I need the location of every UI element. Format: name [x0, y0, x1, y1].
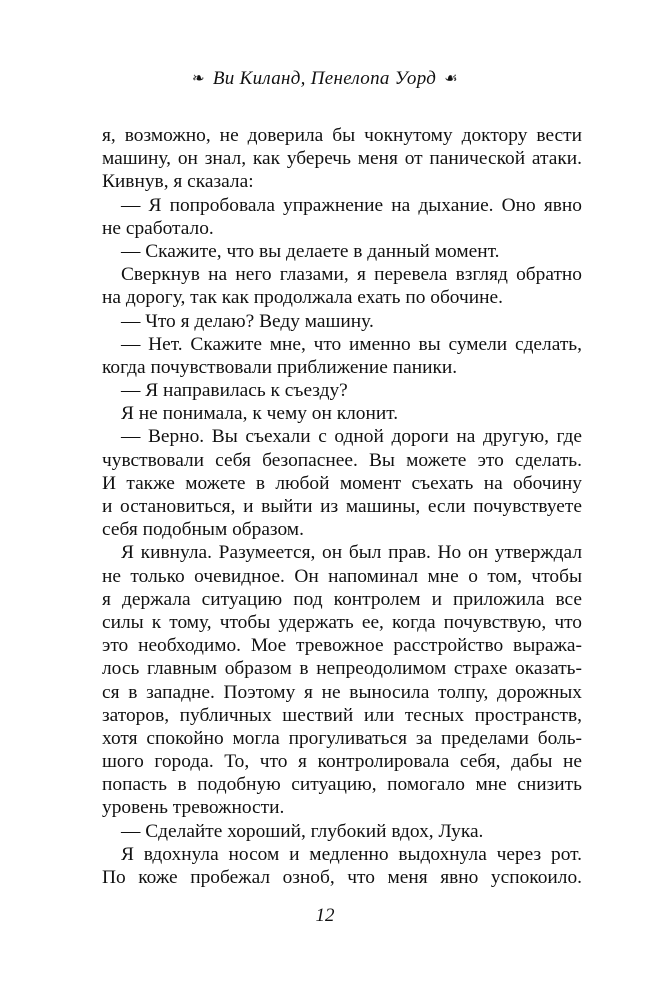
- text-line: — Сделайте хороший, глубокий вдох, Лука.: [121, 820, 484, 842]
- text-line: я, возможно, не доверила бы чокнутому доктору вести: [102, 125, 582, 146]
- text-line: По коже пробежал озноб, что меня явно успокоило.: [102, 867, 582, 888]
- text-line: попасть в подобную ситуацию, помогало мне снизить: [102, 774, 582, 796]
- text-line: машину, он знал, как уберечь меня от панической атаки.: [102, 148, 582, 170]
- text-line: — Скажите, что вы делаете в данный момент.: [121, 240, 500, 262]
- text-line: когда почувствовали приближение паники.: [102, 356, 458, 378]
- text-line: И также можете в любой момент съехать на обочину: [102, 472, 582, 494]
- text-line: и остановиться, и выйти из машины, если почувствуете: [102, 496, 582, 517]
- left-ornament-icon: ❧: [192, 71, 205, 87]
- body-text: [102, 124, 582, 889]
- text-line: — Верно. Вы съехали с одной дороги на другую, где: [121, 426, 582, 448]
- text-line: не сработало.: [102, 217, 214, 239]
- text-line: не только очевидное. Он напоминал мне о том, чтобы: [102, 565, 582, 587]
- text-line: лось главным образом в непреодолимом страхе оказать-: [102, 658, 582, 680]
- running-header: [0, 68, 650, 90]
- text-line: — Я попробовала упражнение на дыхание. Оно явно: [121, 194, 582, 216]
- text-line: Я не понимала, к чему он клонит.: [121, 403, 399, 425]
- text-line: уровень тревожности.: [102, 797, 285, 819]
- text-line: я держала ситуацию под контролем и приложила все: [102, 588, 582, 610]
- text-line: Кивнув, я сказала:: [102, 171, 254, 193]
- text-line: хотя спокойно могла прогуливаться за пределами боль-: [102, 727, 582, 749]
- text-line: — Я направилась к съезду?: [121, 380, 348, 402]
- header-title: Ви Киланд, Пенелопа Уорд: [212, 68, 437, 89]
- text-line: ся в западне. Поэтому я не выносила толпу, дорожных: [102, 681, 582, 703]
- right-ornament-icon: ☙: [444, 71, 458, 87]
- text-line: на дорогу, так как продолжала ехать по обочине.: [102, 287, 503, 309]
- text-line: это необходимо. Мое тревожное расстройство выража-: [102, 635, 582, 657]
- text-line: — Что я делаю? Веду машину.: [121, 310, 374, 332]
- text-line: — Нет. Скажите мне, что именно вы сумели сделать,: [121, 333, 582, 355]
- text-line: Я кивнула. Разумеется, он был прав. Но он утверждал: [121, 542, 582, 564]
- text-line: силы к тому, чтобы удержать ее, когда почувствую, что: [102, 611, 582, 633]
- text-line: шого города. То, что я контролировала себя, дабы не: [102, 751, 582, 773]
- text-line: Я вдохнула носом и медленно выдохнула через рот.: [121, 843, 582, 865]
- text-line: себя подобным образом.: [102, 519, 304, 541]
- text-line: заторов, публичных шествий или тесных пространств,: [102, 704, 582, 726]
- page-number: 12: [315, 905, 335, 926]
- text-line: чувствовали себя безопаснее. Вы можете это сделать.: [102, 449, 582, 471]
- text-line: Сверкнув на него глазами, я перевела взгляд обратно: [121, 264, 582, 286]
